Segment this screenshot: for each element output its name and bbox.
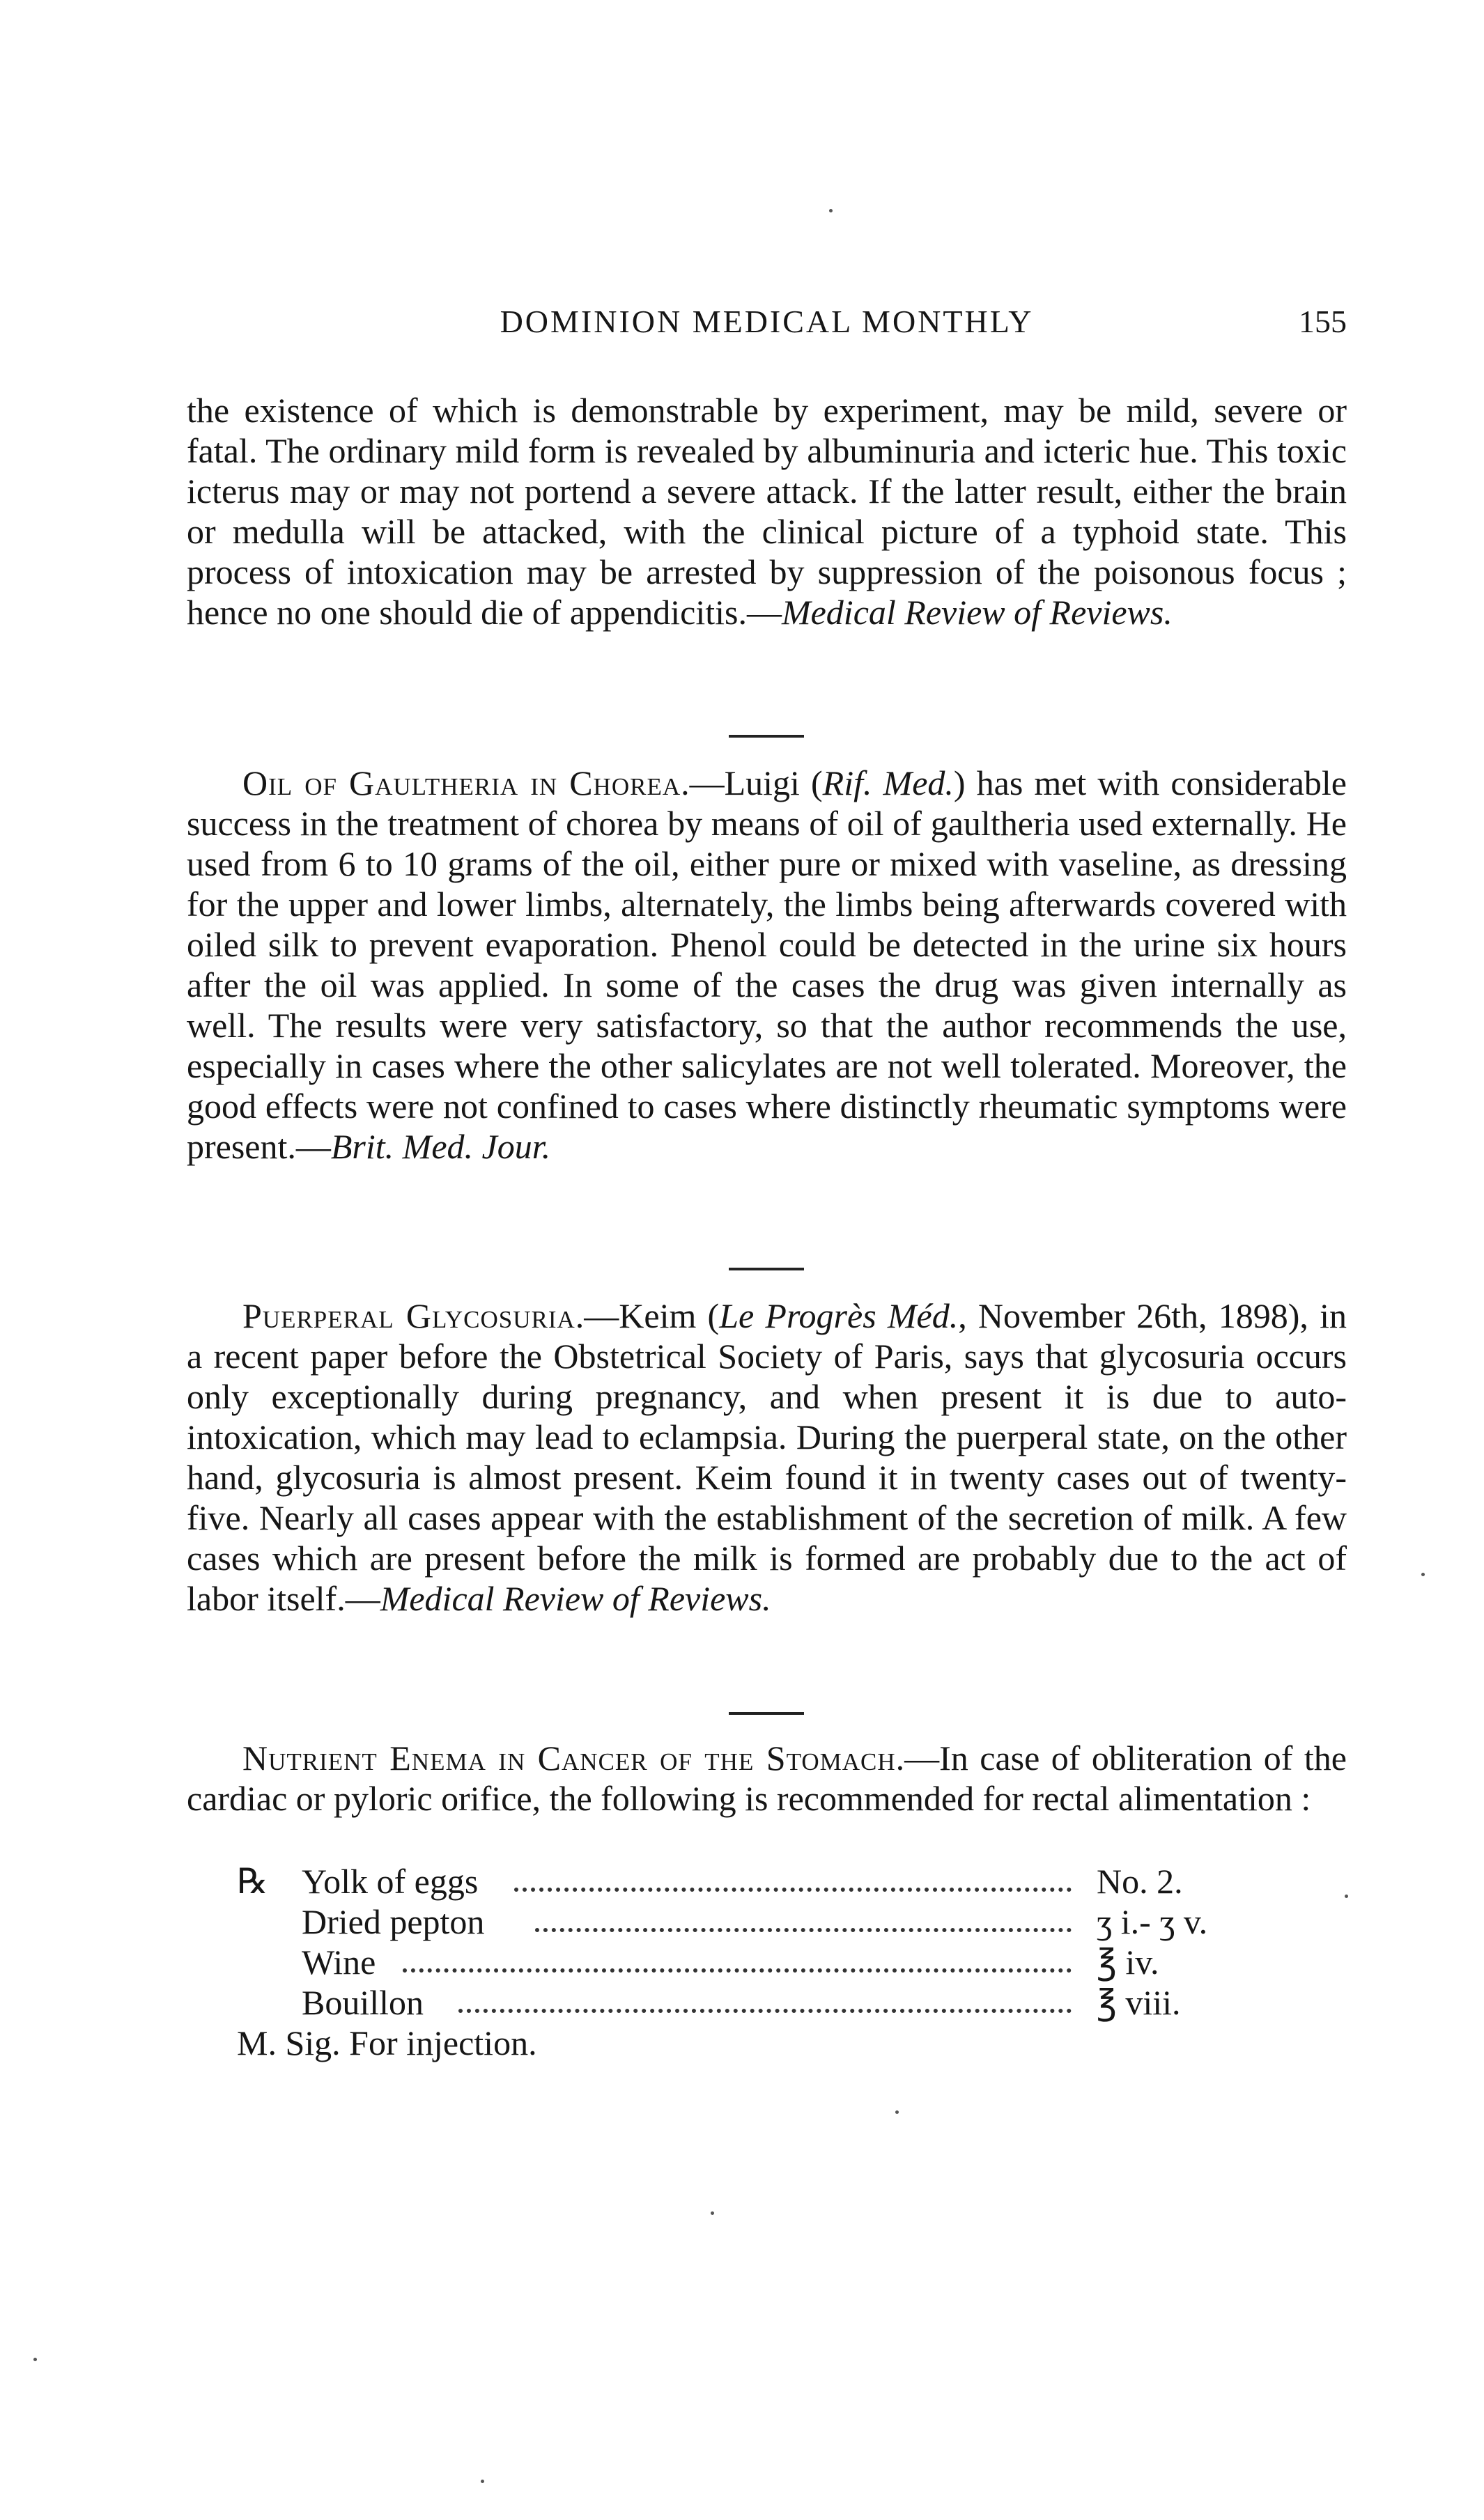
prescription-item: Wine [302, 1943, 376, 1982]
section-divider [729, 1268, 804, 1270]
article-heading: Nutrient Enema in Cancer of the Stomach [242, 1739, 896, 1778]
continued-paragraph [187, 390, 1347, 632]
article-text: .—Keim ( [575, 1296, 720, 1335]
running-title: DOMINION MEDICAL MONTHLY [500, 304, 1034, 339]
section-divider [729, 735, 804, 738]
scan-speck [829, 209, 833, 212]
article-citation: Le Progrès Méd. [719, 1296, 959, 1335]
article-nutrient-enema [187, 1738, 1347, 1819]
prescription-line [187, 1901, 1347, 1942]
scan-speck [33, 2358, 37, 2361]
prescription-amount: ℥ iv. [1097, 1943, 1159, 1982]
article-heading: Oil of Gaultheria in Chorea [242, 763, 681, 802]
prescription-item: Yolk of eggs [302, 1862, 479, 1901]
scan-speck [1345, 1895, 1348, 1898]
prescription-item: Dried pepton [302, 1902, 485, 1941]
recipe-symbol: ℞ [237, 1862, 268, 1901]
article-source: Medical Review of Reviews. [380, 1579, 771, 1618]
scan-speck [481, 2480, 484, 2483]
continued-paragraph-source: Medical Review of Reviews. [781, 593, 1173, 632]
article-citation: Rif. Med. [822, 763, 954, 802]
prescription-signa [187, 2023, 1347, 2063]
article-text: ) has met with considerable success in the treatment of chorea by means of oil of gaultheria used externally. He used from 6 to 10 grams of the oil, either pure or mixed with vaseline, as dressing for the upper and lower limbs, alternately, the limbs being afterwards covered with oiled silk to prevent evaporation. Phenol could be detected in the urine six hours after the oil was applied. In some of the cases the drug was given internally as well. The results were very satisfactory, so that the author recommends the use, especially in cases where the other salicylates are not well tolerated. Moreover, the good effects were not confined to cases where distinctly rheumatic symptoms were present.— [187, 763, 1347, 1166]
article-text: .—In case of obliteration of the cardiac or pyloric orifice, the following is recommended for rectal alimentation : [187, 1739, 1347, 1818]
prescription-amount: ℥ viii. [1097, 1983, 1181, 2022]
prescription-amount: ʒ i.- ʒ v. [1097, 1902, 1208, 1941]
prescription-item: Bouillon [302, 1983, 424, 2022]
prescription-line [187, 1861, 1347, 1901]
article-heading: Puerperal Glycosuria [242, 1296, 575, 1335]
page-number: 155 [1299, 304, 1347, 339]
article-text: , November 26th, 1898), in a recent paper before the Obstetrical Society of Paris, says that glycosuria occurs only exceptionally during pregnancy, and when present it is due to auto-intoxication, which may lead to eclampsia. During the puerperal state, on the other hand, glycosuria is almost present. Keim found it in twenty cases out of twenty-five. Nearly all cases appear with the establishment of the secretion of milk. A few cases which are present before the milk is formed are probably due to the act of labor itself.— [187, 1296, 1347, 1618]
article-oil-of-gaultheria [187, 763, 1347, 1167]
signa-text: M. Sig. For injection. [237, 2023, 537, 2062]
dot-leader [514, 1888, 1072, 1892]
prescription-line [187, 1982, 1347, 2023]
scan-speck [1421, 1573, 1425, 1576]
running-head [187, 303, 1347, 352]
scan-speck [711, 2211, 714, 2215]
continued-paragraph-text: the existence of which is demonstrable by experiment, may be mild, severe or fatal. The ordinary mild form is revealed by albuminuria and icteric hue. This toxic icterus may or may not portend a severe attack. If the latter result, either the brain or medulla will be attacked, with the clinical picture of a typhoid state. This process of intoxication may be arrested by suppression of the poisonous focus ; hence no one should die of appendicitis.— [187, 391, 1347, 632]
article-text: .—Luigi ( [681, 763, 823, 802]
article-puerperal-glycosuria [187, 1296, 1347, 1619]
article-source: Brit. Med. Jour. [330, 1127, 551, 1166]
dot-leader [535, 1928, 1072, 1932]
prescription-amount: No. 2. [1097, 1862, 1183, 1901]
section-divider [729, 1712, 804, 1715]
prescription [187, 1861, 1347, 2063]
dot-leader [403, 1968, 1072, 1973]
prescription-line [187, 1942, 1347, 1982]
scan-speck [895, 2110, 899, 2114]
dot-leader [458, 2009, 1072, 2013]
